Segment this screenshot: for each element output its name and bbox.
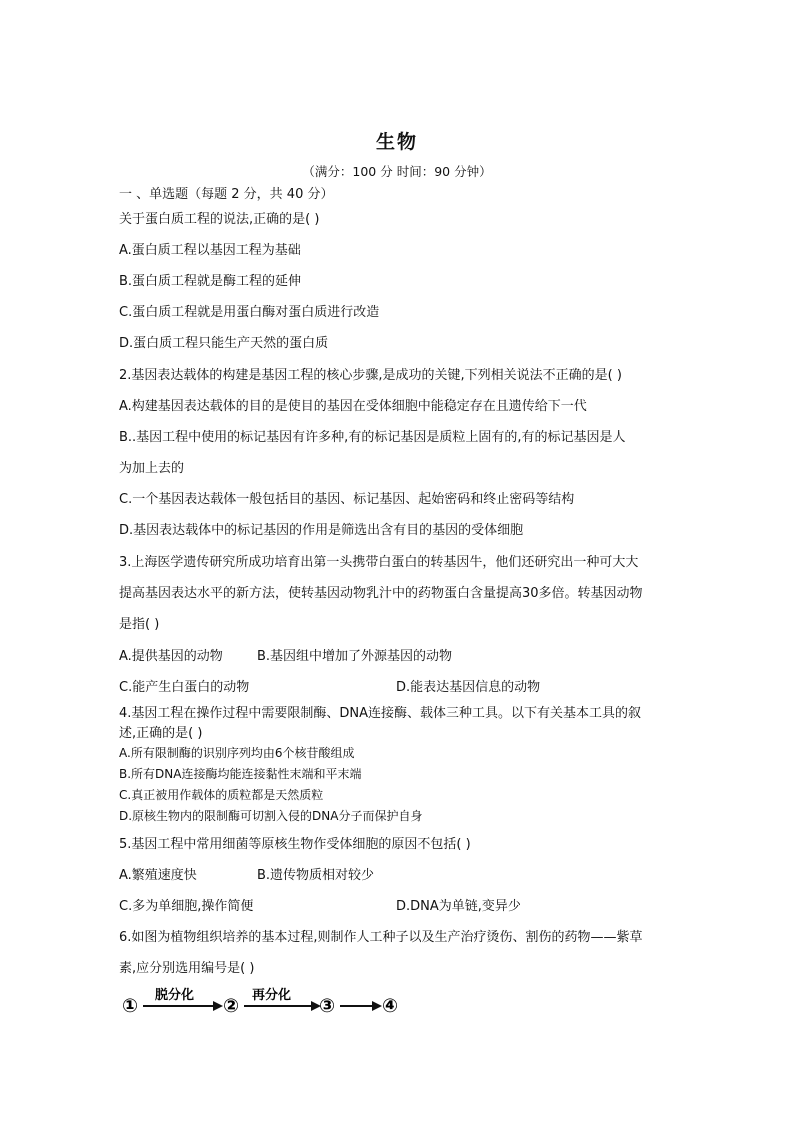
q1-option-c: C.蛋白质工程就是用蛋白酶对蛋白质进行改造	[119, 305, 380, 320]
step-2-marker: ②	[223, 995, 240, 1017]
q5-option-c: C.多为单细胞,操作简便	[119, 899, 254, 914]
q5-option-b: B.遗传物质相对较少	[257, 868, 375, 883]
q4-option-c: C.真正被用作载体的质粒都是天然质粒	[119, 788, 324, 802]
q5-stem: 5.基因工程中常用细菌等原核生物作受体细胞的原因不包括( )	[119, 837, 471, 852]
page-title: 生物	[375, 131, 418, 153]
q3-stem-line2: 提高基因表达水平的新方法，使转基因动物乳汁中的药物蛋白含量提高30多倍。转基因动物	[119, 586, 643, 601]
q1-stem: 关于蛋白质工程的说法,正确的是( )	[119, 212, 320, 227]
q3-option-d: D.能表达基因信息的动物	[396, 680, 541, 695]
tissue-culture-flow-diagram	[119, 985, 409, 1021]
step-3-marker: ③	[319, 995, 336, 1017]
q4-option-b: B.所有DNA连接酶均能连接黏性末端和平末端	[119, 767, 362, 781]
dedifferentiation-label: 脱分化	[155, 988, 195, 1003]
step-4-marker: ④	[382, 995, 399, 1017]
q2-option-d: D.基因表达载体中的标记基因的作用是筛选出含有目的基因的受体细胞	[119, 523, 524, 538]
q1-option-b: B.蛋白质工程就是酶工程的延伸	[119, 274, 302, 289]
step-1-marker: ①	[122, 995, 139, 1017]
q4-option-d: D.原核生物内的限制酶可切割入侵的DNA分子而保护自身	[119, 809, 423, 823]
q5-option-a: A.繁殖速度快	[119, 868, 197, 883]
arrow-1-head	[213, 1001, 223, 1011]
q4-stem-line1: 4.基因工程在操作过程中需要限制酶、DNA连接酶、载体三种工具。以下有关基本工具的叙	[119, 706, 642, 721]
q3-option-c: C.能产生白蛋白的动物	[119, 680, 250, 695]
q6-stem-line1: 6.如图为植物组织培养的基本过程,则制作人工种子以及生产治疗烫伤、割伤的药物——紫草	[119, 930, 643, 945]
q2-stem: 2.基因表达载体的构建是基因工程的核心步骤,是成功的关键,下列相关说法不正确的是( )	[119, 368, 622, 383]
q3-option-a: A.提供基因的动物	[119, 649, 223, 664]
q2-option-b: B..基因工程中使用的标记基因有许多种,有的标记基因是质粒上固有的,有的标记基因是人	[119, 430, 626, 445]
q1-option-a: A.蛋白质工程以基因工程为基础	[119, 243, 301, 258]
q2-option-b-cont: 为加上去的	[119, 461, 185, 476]
q3-stem-line1: 3.上海医学遗传研究所成功培育出第一头携带白蛋白的转基因牛，他们还研究出一种可大大	[119, 555, 639, 570]
arrow-3-head	[372, 1001, 382, 1011]
exam-info: （满分：100 分 时间：90 分钟）	[302, 164, 492, 179]
q3-option-b: B.基因组中增加了外源基因的动物	[257, 649, 453, 664]
q2-option-c: C.一个基因表达载体一般包括目的基因、标记基因、起始密码和终止密码等结构	[119, 492, 575, 507]
q5-option-d: D.DNA为单链,变异少	[396, 899, 521, 914]
q4-stem-line2: 述,正确的是( )	[119, 726, 203, 741]
q4-option-a: A.所有限制酶的识别序列均由6个核苷酸组成	[119, 746, 355, 760]
q6-stem-line2: 素,应分别选用编号是( )	[119, 961, 255, 976]
q3-stem-line3: 是指( )	[119, 617, 160, 632]
redifferentiation-label: 再分化	[252, 988, 292, 1003]
section-heading: 一 、单选题（每题 2 分，共 40 分）	[119, 187, 334, 202]
q2-option-a: A.构建基因表达载体的目的是使目的基因在受体细胞中能稳定存在且遗传给下一代	[119, 399, 587, 414]
q1-option-d: D.蛋白质工程只能生产天然的蛋白质	[119, 336, 329, 351]
